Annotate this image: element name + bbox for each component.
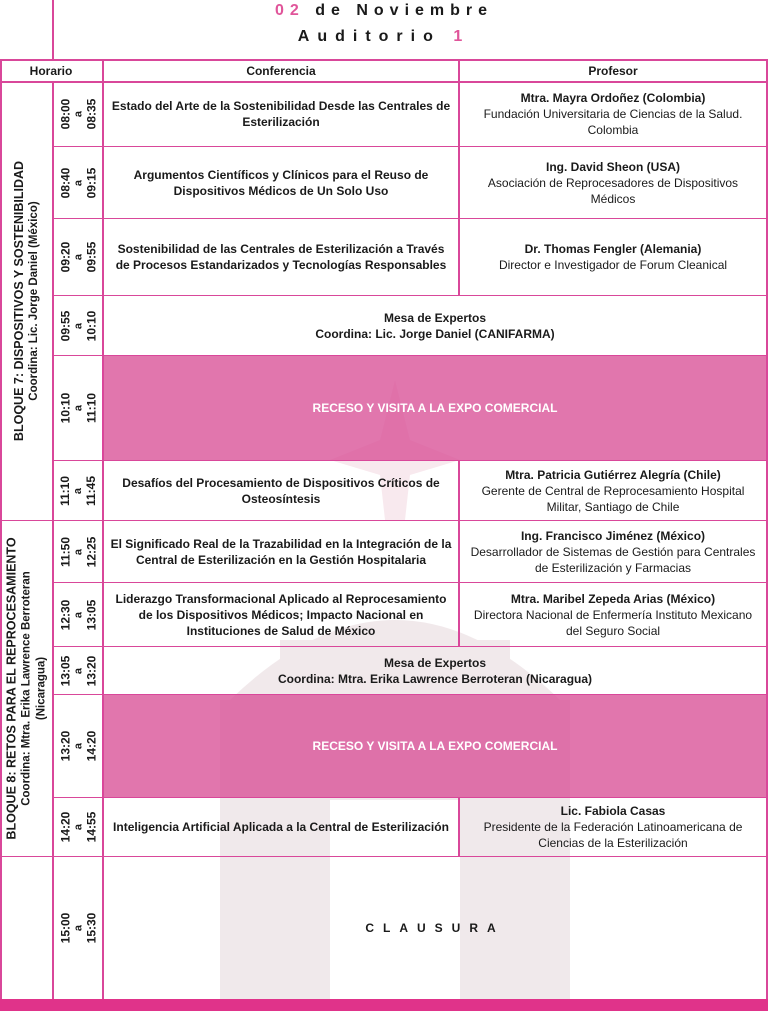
block-7-coordina: Coordina: Lic. Jorge Daniel (México): [28, 201, 41, 401]
professor-detail: Directora Nacional de Enfermería Instituto Mexicano del Seguro Social: [473, 607, 753, 638]
professor-cell: [460, 147, 766, 218]
block-8-label: [2, 521, 52, 856]
professor-cell: [460, 583, 766, 646]
time-cell: 10:10 a 11:10: [57, 392, 98, 424]
day-number: 02: [274, 2, 305, 19]
footer-bar: [0, 999, 768, 1011]
professor-name: Ing. Francisco Jiménez (México): [520, 528, 706, 543]
professor-cell: [460, 82, 766, 146]
time-cell: 09:20 a 09:55: [57, 241, 98, 273]
professor-detail: Director e Investigador de Forum Cleanical: [498, 258, 728, 272]
time-cell: 11:10 a 11:45: [58, 475, 98, 506]
professor-detail: Presidente de la Federación Latinoamericana de Ciencias de la Esterilización: [483, 820, 743, 850]
expert-panel-coordina: Coordina: Lic. Jorge Daniel (CANIFARMA): [315, 326, 555, 341]
professor-name: Mtra. Maribel Zepeda Arias (México): [510, 591, 716, 606]
conference-title: Estado del Arte de la Sostenibilidad Desde las Centrales de Esterilización: [111, 99, 451, 129]
time-cell: 08:00 a 08:35: [57, 98, 98, 130]
conference-title: Inteligencia Artificial Aplicada a la Central de Esterilización: [113, 820, 449, 834]
professor-cell: [460, 219, 766, 295]
date-title: [0, 2, 768, 20]
room-number: 1: [453, 28, 471, 45]
time-cell: 14:20 a 14:55: [57, 811, 98, 843]
professor-detail: Gerente de Central de Reprocesamiento Hospital Militar, Santiago de Chile: [481, 483, 745, 514]
professor-name: Mtra. Patricia Gutiérrez Alegría (Chile): [505, 467, 721, 482]
expert-panel-title: Mesa de Expertos: [383, 655, 487, 670]
expert-panel-coordina: Coordina: Mtra. Erika Lawrence Berroteran (Nicaragua): [277, 671, 593, 686]
professor-name: Mtra. Mayra Ordoñez (Colombia): [520, 91, 706, 105]
block-7-title: BLOQUE 7: DISPOSITIVOS Y SOSTENIBILIDAD: [12, 160, 27, 442]
block-7-label: [2, 82, 52, 520]
conference-title: Liderazgo Transformacional Aplicado al Reprocesamiento de los Dispositivos Médicos; Impacto Nacional en Instituciones de Salud de México: [115, 591, 447, 638]
time-cell: 13:05 a 13:20: [57, 655, 98, 686]
recess-label: RECESO Y VISITA A LA EXPO COMERCIAL: [312, 401, 558, 415]
professor-detail: Fundación Universitaria de Ciencias de la Salud. Colombia: [483, 107, 743, 137]
divider: [52, 0, 54, 60]
block-8-title: BLOQUE 8: RETOS PARA EL REPROCESAMIENTO: [4, 537, 19, 840]
recess-label: RECESO Y VISITA A LA EXPO COMERCIAL: [312, 739, 558, 753]
professor-detail: Asociación de Reprocesadores de Dispositivos Médicos: [487, 175, 739, 206]
professor-cell: [460, 521, 766, 582]
month-label: de Noviembre: [315, 2, 494, 19]
conference-title: Argumentos Científicos y Clínicos para el Reuso de Dispositivos Médicos de Un Solo Uso: [133, 167, 429, 198]
time-cell: 13:20 a 14:20: [57, 730, 98, 762]
time-cell: 09:55 a 10:10: [57, 310, 98, 341]
time-cell: 15:00 a 15:30: [57, 912, 98, 944]
time-cell: 12:30 a 13:05: [57, 599, 98, 630]
room-title: [0, 28, 768, 46]
professor-name: Dr. Thomas Fengler (Alemania): [524, 242, 702, 256]
header-conferencia: Conferencia: [246, 64, 316, 78]
expert-panel-title: Mesa de Expertos: [383, 310, 487, 325]
recess-band: [104, 356, 766, 460]
time-cell: 08:40 a 09:15: [57, 167, 98, 198]
block-8-coordina: Coordina: Mtra. Erika Lawrence Berroteran: [20, 571, 33, 806]
header-horario: Horario: [29, 64, 73, 78]
professor-cell: [460, 461, 766, 520]
professor-detail: Desarrollador de Sistemas de Gestión para Centrales de Esterilización y Farmacias: [470, 544, 756, 575]
clausura-label: CLAUSURA: [365, 921, 505, 935]
conference-title: Desafíos del Procesamiento de Dispositivos Críticos de Osteosíntesis: [122, 475, 440, 506]
professor-name: Ing. David Sheon (USA): [545, 159, 680, 174]
expert-panel: [104, 296, 766, 355]
professor-name: Lic. Fabiola Casas: [560, 804, 666, 818]
header-profesor: Profesor: [588, 64, 638, 78]
expert-panel: [104, 647, 766, 694]
recess-band: [104, 695, 766, 797]
conference-title: El Significado Real de la Trazabilidad en la Integración de la Central de Esterilización en la Gestión Hospitalaria: [110, 536, 452, 567]
time-cell: 11:50 a 12:25: [57, 536, 98, 567]
professor-cell: [460, 798, 766, 856]
room-label: Auditorio: [297, 28, 441, 45]
block-8-coordina-country: (Nicaragua): [35, 656, 48, 721]
conference-title: Sostenibilidad de las Centrales de Esterilización a Través de Procesos Estandarizados y Tecnologías Responsables: [115, 242, 447, 272]
